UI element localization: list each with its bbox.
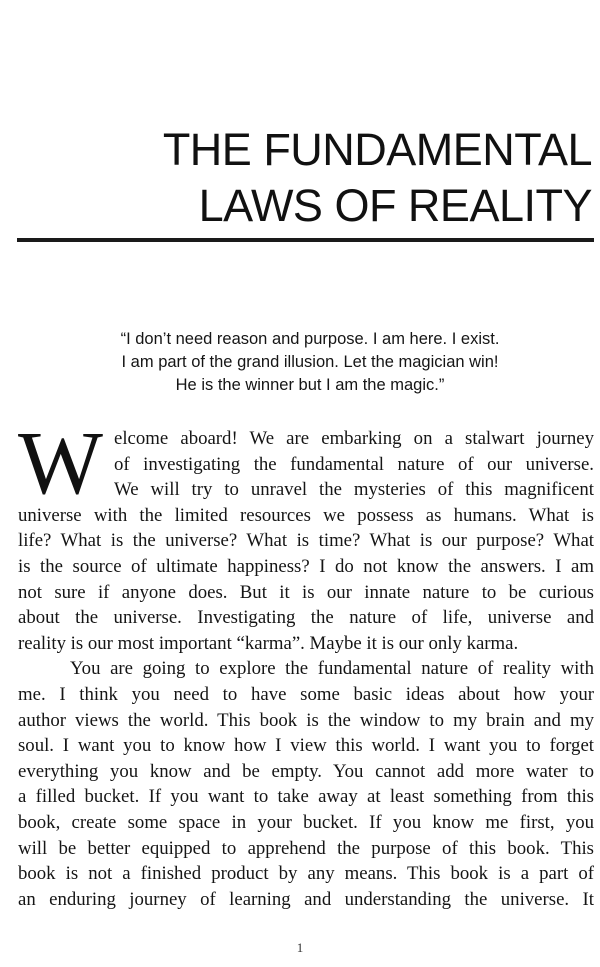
chapter-title (0, 122, 592, 234)
chapter-title-line-1: THE FUNDAMENTAL (162, 124, 592, 175)
epigraph-line-3: He is the winner but I am the magic.” (175, 376, 445, 394)
body-line: will be better equipped to apprehend the purpose of this book. This (18, 837, 594, 859)
body-line: an enduring journey of learning and understanding the universe. It (18, 888, 594, 910)
body-line: soul. I want you to know how I view this world. I want you to forget (18, 735, 594, 757)
body-line: about the universe. Investigating the nature of life, universe and (18, 607, 594, 629)
body-line: author views the world. This book is the window to my brain and my (18, 709, 594, 731)
body-line: life? What is the universe? What is time? What is our purpose? What (18, 530, 594, 552)
title-underline (17, 238, 594, 242)
body-line: is the source of ultimate happiness? I do not know the answers. I am (18, 555, 594, 577)
body-line: book is not a finished product by any means. This book is a part of (18, 863, 594, 885)
chapter-title-line-2: LAWS OF REALITY (198, 180, 592, 231)
body-line: a filled bucket. If you want to take away at least something from this (18, 786, 594, 808)
body-line: book, create some space in your bucket. If you know me first, you (18, 811, 594, 833)
body-line: universe with the limited resources we possess as humans. What is (18, 504, 594, 526)
body-text (18, 426, 594, 912)
body-line: everything you know and be empty. You cannot add more water to (18, 760, 594, 782)
epigraph-quote (40, 328, 580, 397)
body-line: elcome aboard! We are embarking on a stalwart journey (114, 428, 594, 449)
epigraph-line-2: I am part of the grand illusion. Let the magician win! (121, 353, 499, 371)
body-line: not sure if anyone does. But it is our innate nature to be curious (18, 581, 594, 603)
epigraph-line-1: “I don’t need reason and purpose. I am here. I exist. (120, 330, 500, 348)
drop-cap: W (18, 414, 103, 513)
body-line: reality is our most important “karma”. Maybe it is our only karma. (18, 632, 519, 654)
body-line: You are going to explore the fundamental nature of reality with (70, 658, 594, 680)
body-line: of investigating the fundamental nature of our universe. (114, 453, 594, 475)
body-line: We will try to unravel the mysteries of this magnificent (114, 479, 594, 501)
body-line: me. I think you need to have some basic ideas about how your (18, 683, 594, 705)
page-number: 1 (296, 940, 304, 955)
